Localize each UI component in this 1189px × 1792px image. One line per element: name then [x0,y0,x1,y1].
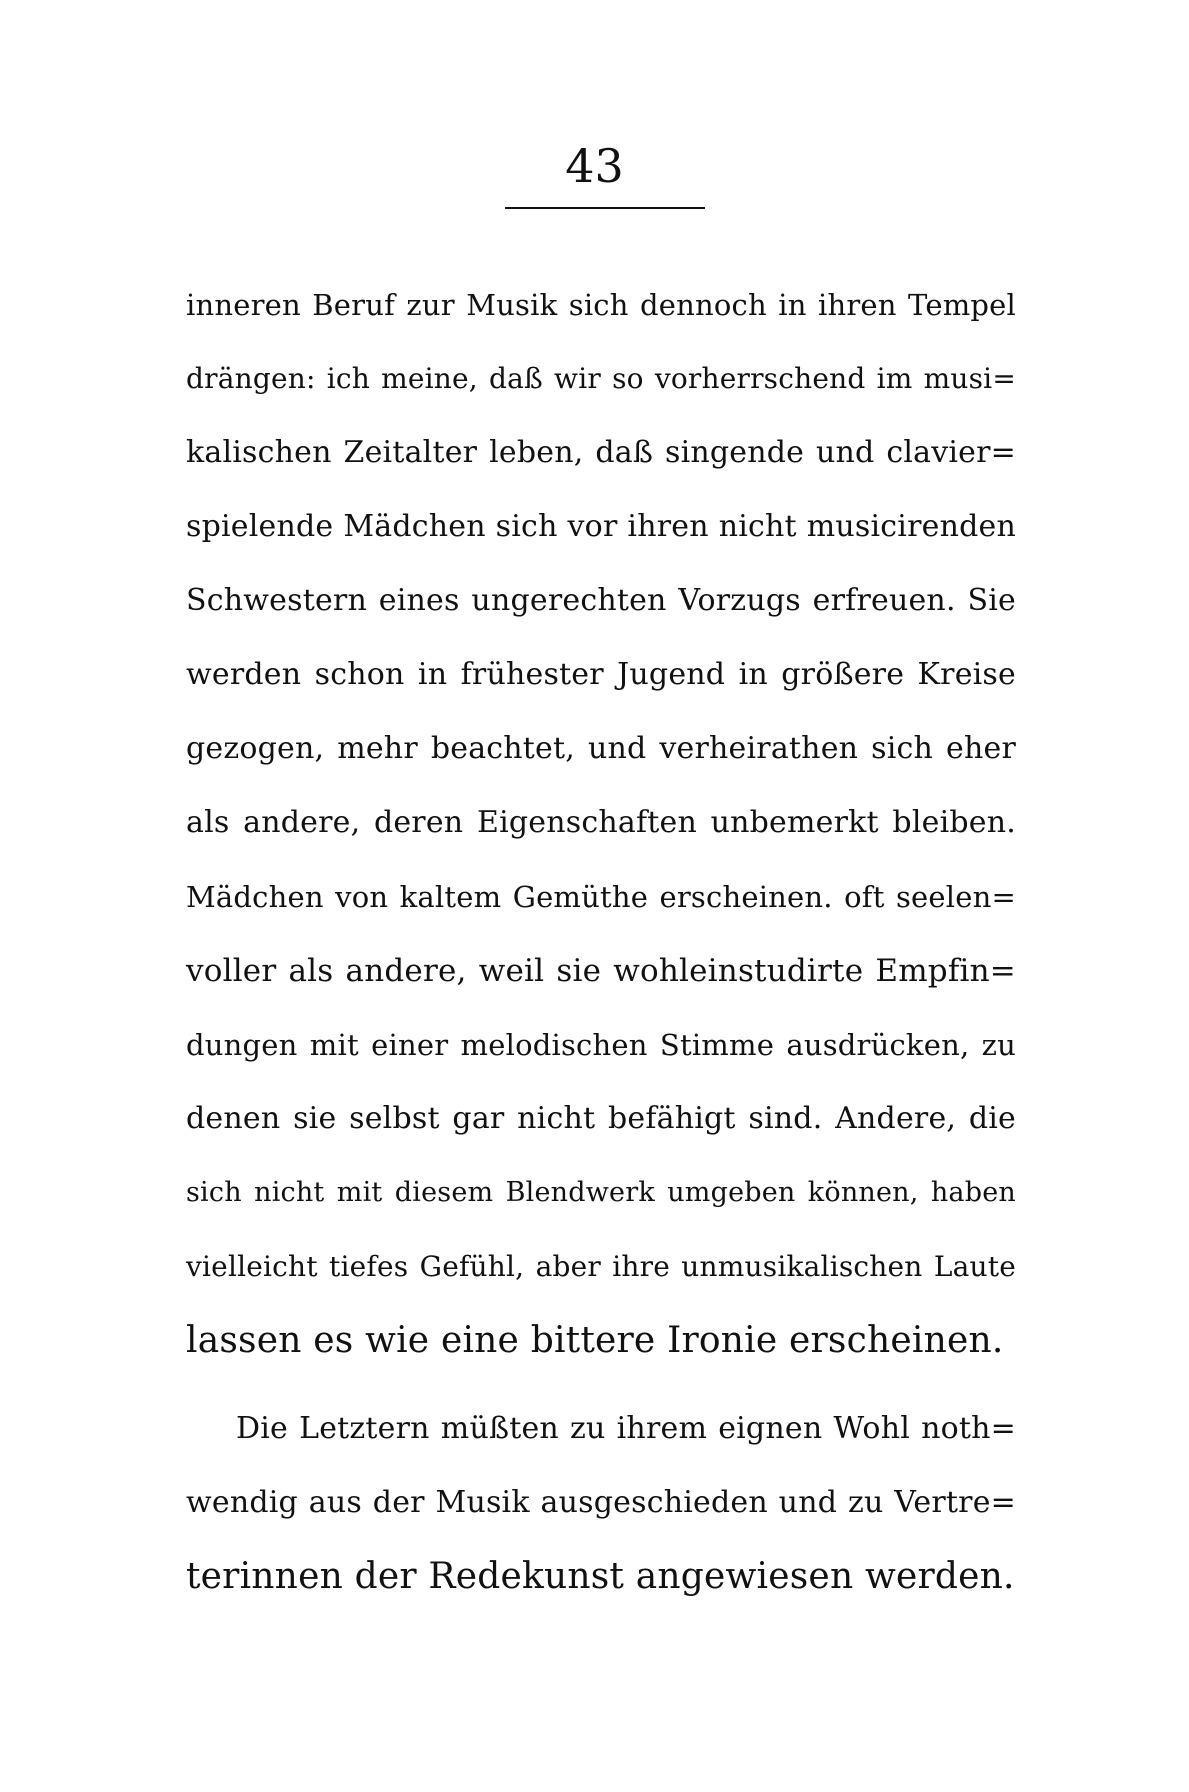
paragraph-gap [186,1378,1016,1392]
text-line: als andere, deren Eigenschaften unbemerkt bleiben. [186,805,1016,840]
text-line: terinnen der Redekunst angewiesen werden. [186,1556,1015,1597]
text-line: inneren Beruf zur Musik sich dennoch in ihren Tempel [186,288,1016,322]
text-line: drängen: ich meine, daß wir so vorherrschend im musi= [186,362,1016,395]
text-line: wendig aus der Musik ausgeschieden und zu Vertre= [186,1485,1016,1520]
text-line: Mädchen von kaltem Gemüthe erscheinen. oft seelen= [186,880,1016,914]
text-block [186,268,1016,1614]
text-line: werden schon in frühester Jugend in größere Kreise [186,657,1016,692]
paragraph-2 [186,1392,1016,1614]
text-line: Die Letztern müßten zu ihrem eignen Wohl noth= [236,1411,1016,1446]
paragraph-1 [186,268,1016,1378]
text-line: sich nicht mit diesem Blendwerk umgeben können, haben [186,1177,1016,1208]
page-number: 43 [565,139,624,193]
header-rule [505,207,705,209]
text-line: kalischen Zeitalter leben, daß singende und clavier= [186,435,1016,470]
text-line: spielende Mädchen sich vor ihren nicht musicirenden [186,509,1016,544]
text-line: dungen mit einer melodischen Stimme ausdrücken, zu [186,1028,1016,1062]
text-line: voller als andere, weil sie wohleinstudirte Empfin= [186,953,1016,989]
text-line: lassen es wie eine bittere Ironie erscheinen. [186,1320,1004,1361]
text-line: denen sie selbst gar nicht befähigt sind. Andere, die [186,1101,1016,1136]
text-line: vielleicht tiefes Gefühl, aber ihre unmusikalischen Laute [186,1250,1016,1283]
text-line: gezogen, mehr beachtet, und verheirathen sich eher [186,731,1016,766]
text-line: Schwestern eines ungerechten Vorzugs erfreuen. Sie [186,583,1016,618]
